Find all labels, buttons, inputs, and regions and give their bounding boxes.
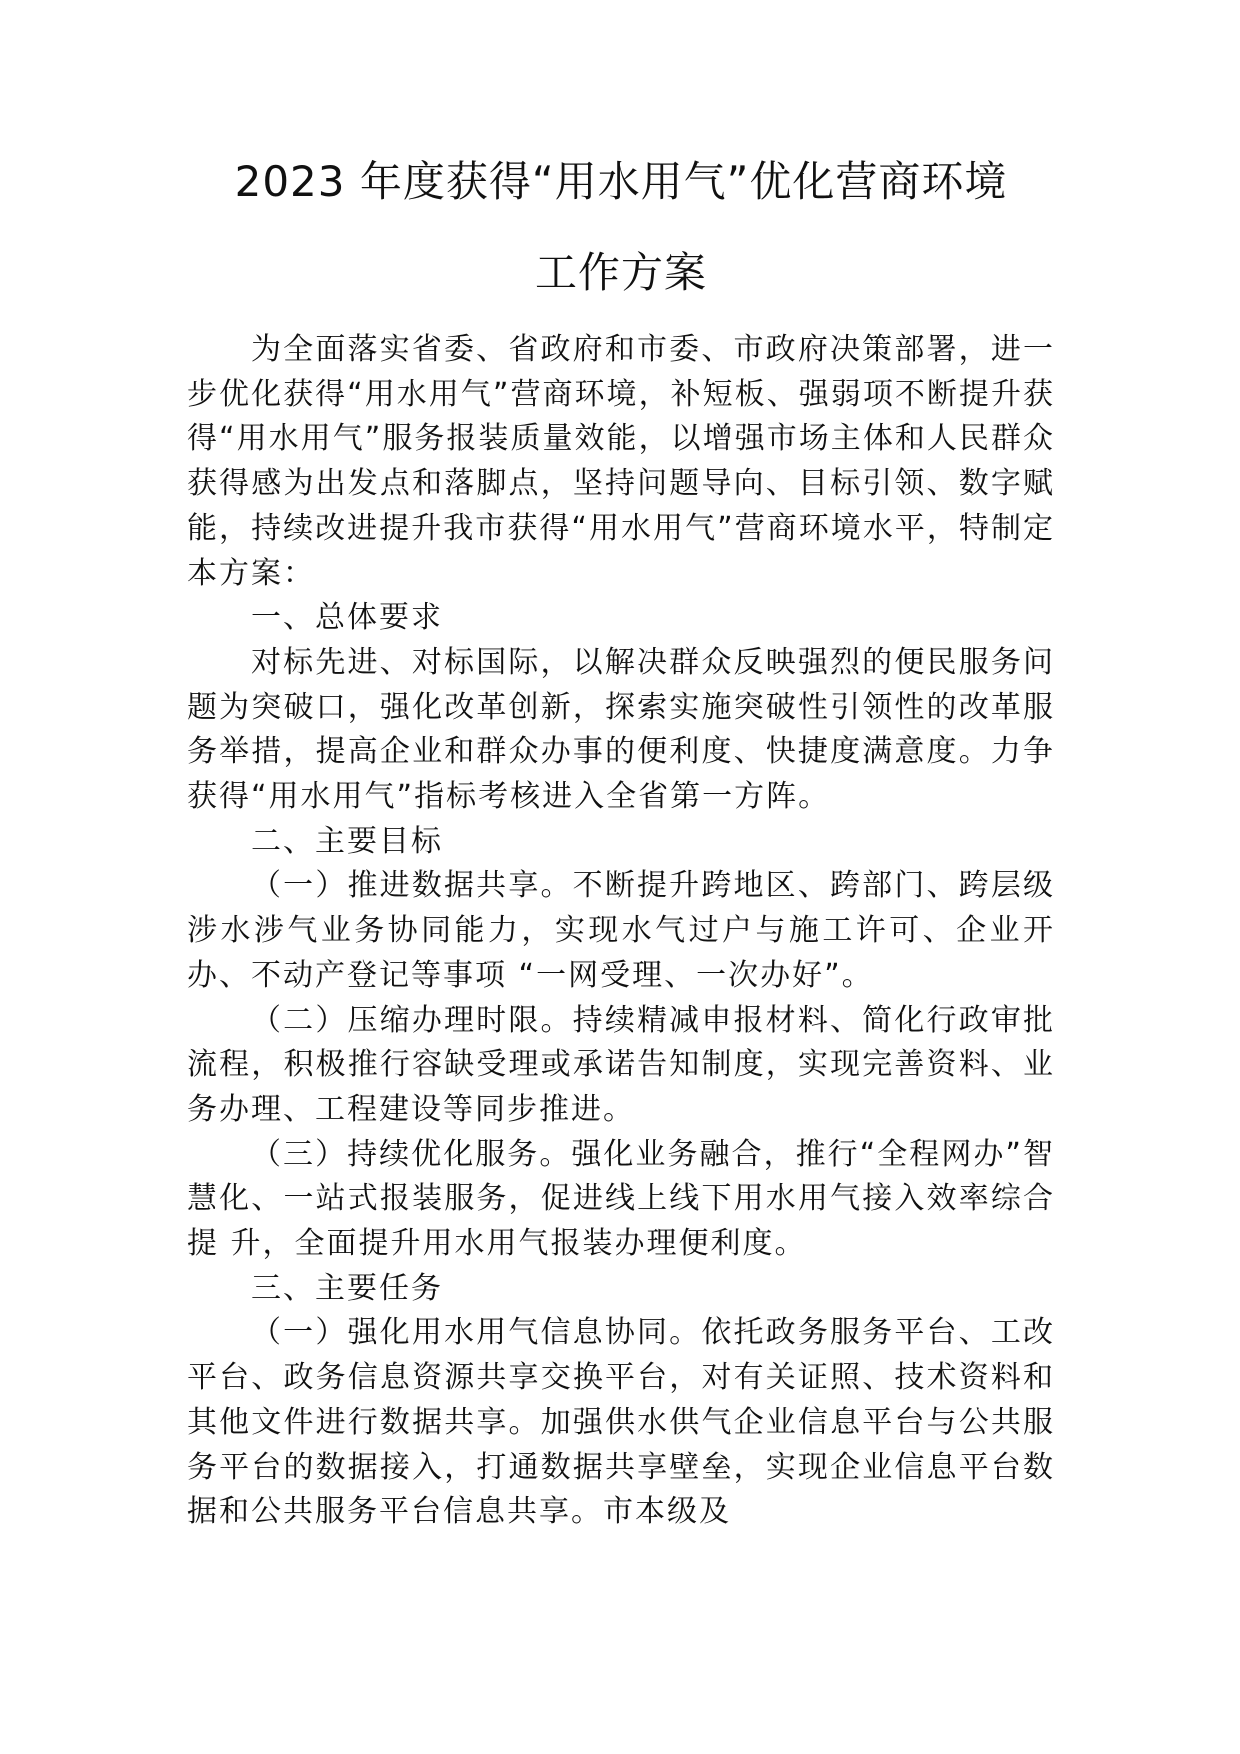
intro-paragraph: 为全面落实省委、省政府和市委、市政府决策部署，进一步优化获得“用水用气”营商环境，补短板、强弱项不断提升获得“用水用气”服务报装质量效能，以增强市场主体和人民群众获得感为出发点和落脚点，坚持问题导向、目标引领、数字赋能，持续改进提升我市获得“用水用气”营商环境水平，特制定本方案：: [187, 332, 1055, 591]
section-heading-main-tasks: 三、主要任务: [251, 1270, 443, 1306]
section-heading-main-goals: 二、主要目标: [251, 823, 443, 859]
general-requirements-paragraph: 对标先进、对标国际，以解决群众反映强烈的便民服务问题为突破口，强化改革创新，探索实施突破性引领性的改革服务举措，提高企业和群众办事的便利度、快捷度满意度。力争获得“用水用气”指标考核进入全省第一方阵。: [187, 644, 1055, 815]
document-body: [187, 328, 1055, 1535]
document-title-line-2: 工作方案: [534, 248, 707, 297]
document-title-line-1: 2023 年度获得“用水用气”优化营商环境: [234, 157, 1008, 206]
goal-service-optimization-paragraph: （三）持续优化服务。强化业务融合，推行“全程网办”智慧化、一站式报装服务，促进线上线下用水用气接入效率综合提 升，全面提升用水用气报装办理便利度。: [187, 1136, 1055, 1262]
goal-data-sharing-paragraph: （一）推进数据共享。不断提升跨地区、跨部门、跨层级涉水涉气业务协同能力，实现水气过户与施工许可、企业开办、不动产登记等事项 “一网受理、一次办好”。: [187, 868, 1055, 993]
section-heading-general-requirements: 一、总体要求: [251, 600, 443, 636]
goal-time-limit-paragraph: （二）压缩办理时限。持续精减申报材料、简化行政审批流程，积极推行容缺受理或承诺告知制度，实现完善资料、业务办理、工程建设等同步推进。: [187, 1002, 1055, 1127]
task-information-coordination-paragraph: （一）强化用水用气信息协同。依托政务服务平台、工改平台、政务信息资源共享交换平台，对有关证照、技术资料和其他文件进行数据共享。加强供水供气企业信息平台与公共服务平台的数据接入，打通数据共享壁垒，实现企业信息平台数据和公共服务平台信息共享。市本级及: [187, 1315, 1055, 1530]
document-page: [187, 157, 1055, 1535]
